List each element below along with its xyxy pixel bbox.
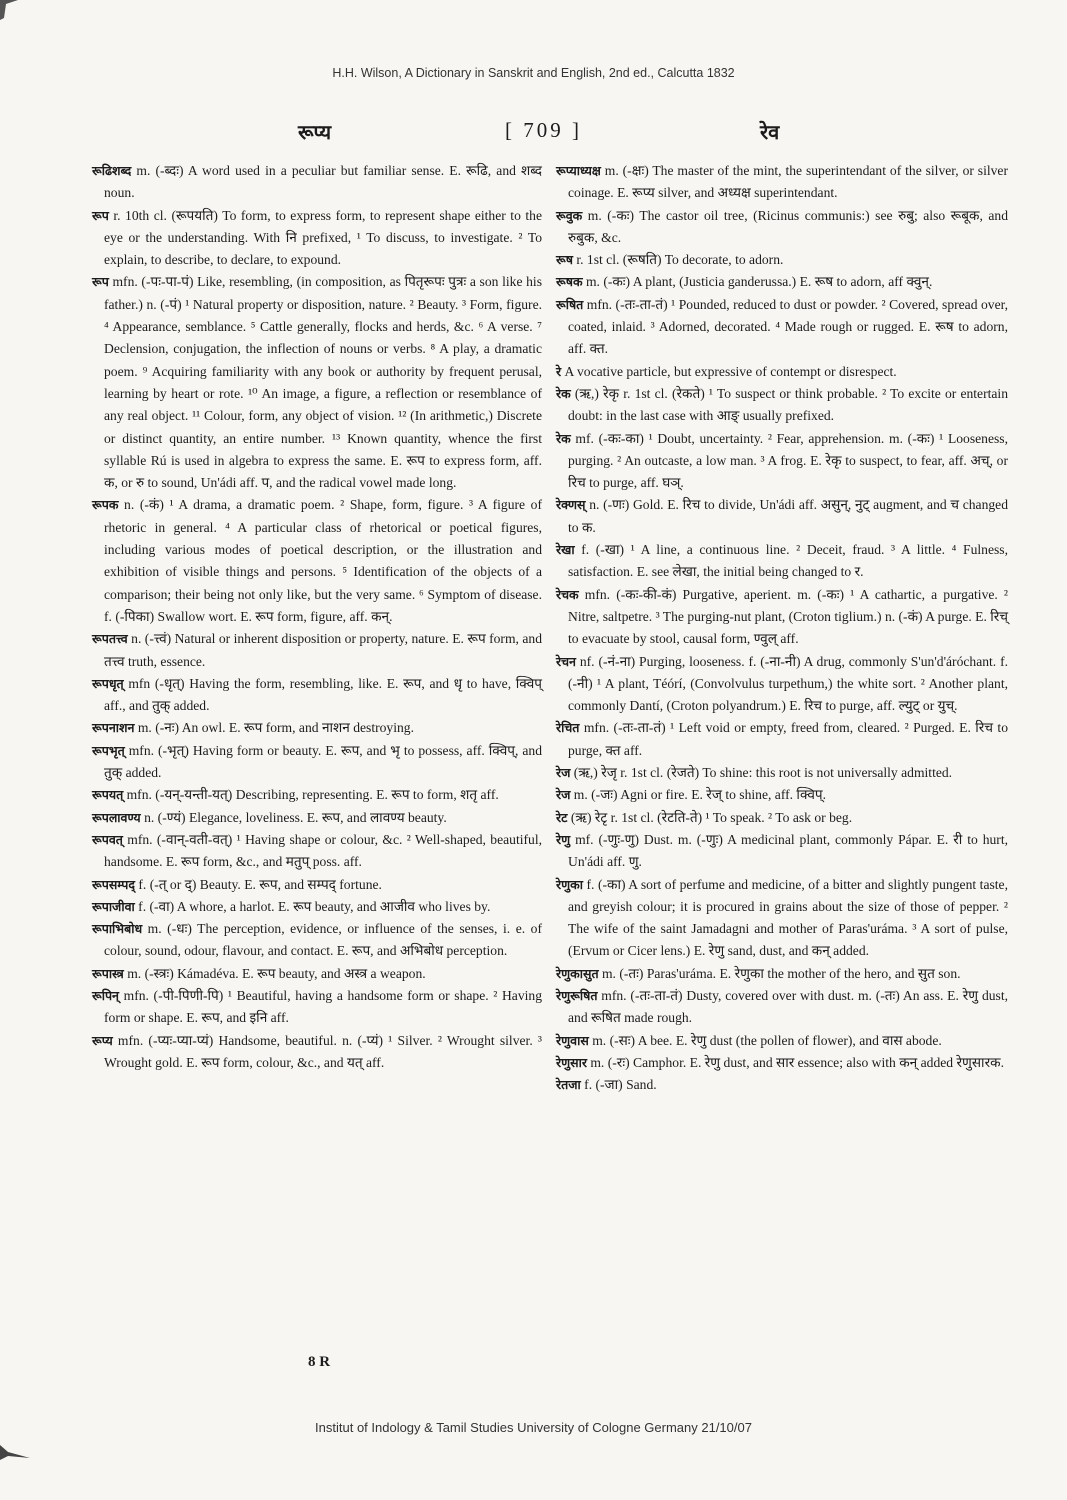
corner-mark bbox=[0, 0, 22, 22]
entry-headword: रूपक bbox=[92, 497, 119, 513]
entry-headword: रेक्णस् bbox=[556, 497, 586, 513]
page-number: [ 709 ] bbox=[505, 118, 582, 142]
dictionary-entry bbox=[556, 1030, 1008, 1052]
entry-headword: रूप्याध्यक्ष bbox=[556, 163, 601, 178]
dictionary-entry bbox=[92, 205, 542, 272]
entry-headword: रेट bbox=[556, 809, 568, 825]
entry-definition: f. (-त् or द्) Beauty. E. रूप, and सम्पद् fortune. bbox=[135, 876, 382, 892]
dictionary-entry bbox=[556, 383, 1008, 428]
entry-headword: रेणुकासुत bbox=[556, 965, 599, 981]
entry-headword: रेचित bbox=[556, 720, 580, 736]
dictionary-entry bbox=[92, 896, 542, 918]
entry-definition: (ऋ) रेटृ r. 1st cl. (रेटति-ते) ¹ To speak. ² To ask or beg. bbox=[567, 809, 853, 825]
dictionary-entry bbox=[92, 874, 542, 896]
entry-headword: रूपवत् bbox=[92, 831, 123, 847]
entry-definition: mfn. (-तः-ता-तं) Dusty, covered over with dust. m. (-तः) An ass. E. रेणु dust, and रूषित made rough. bbox=[568, 987, 1008, 1026]
dictionary-entry bbox=[556, 784, 1008, 806]
entry-definition: mf. (-णुः-णु) Dust. m. (-णुः) A medicinal plant, commonly Pápar. E. री to hurt, Un'ádi aff. णु. bbox=[568, 831, 1008, 870]
dictionary-entry bbox=[92, 494, 542, 628]
dictionary-entry bbox=[556, 1052, 1008, 1074]
entry-headword: रूपधृत् bbox=[92, 675, 124, 691]
dictionary-entry bbox=[92, 1030, 542, 1075]
dictionary-entry bbox=[92, 829, 542, 874]
dictionary-entry bbox=[556, 249, 1008, 271]
entry-definition: m. (-सः) A bee. E. रेणु dust (the pollen of flower), and वास abode. bbox=[588, 1032, 942, 1048]
entry-headword: रूषक bbox=[556, 274, 583, 290]
dictionary-entry bbox=[556, 762, 1008, 784]
entry-definition: m. (-जः) Agni or fire. E. रेज् to shine, aff. क्विप्. bbox=[570, 787, 827, 803]
right-column bbox=[556, 160, 1008, 1096]
entry-headword: रूप bbox=[92, 274, 109, 290]
entry-definition: n. (-णः) Gold. E. रिच to divide, Un'ádi aff. असुन्, नुट् augment, and च changed to क. bbox=[568, 497, 1008, 535]
entry-headword: रूपिन् bbox=[92, 987, 119, 1003]
entry-definition: f. (-खा) ¹ A line, a continuous line. ² Deceit, fraud. ³ A little. ⁴ Fulness, satisfaction. E. see लेखा, the initial being changed to र. bbox=[568, 542, 1008, 580]
entry-headword: रेचक bbox=[556, 586, 579, 602]
dictionary-entry bbox=[92, 784, 542, 806]
dictionary-entry bbox=[92, 918, 542, 963]
entry-headword: रूपतत्त्व bbox=[92, 631, 128, 647]
entry-definition: (ऋ,) रेकृ r. 1st cl. (रेकते) ¹ To suspect or think probable. ² To excite or entertain doubt: in the last case with आङ् usually prefixed. bbox=[568, 385, 1008, 424]
entry-headword: रूषित bbox=[556, 296, 584, 312]
entry-headword: रूप्य bbox=[92, 1032, 113, 1048]
dictionary-entry bbox=[556, 361, 1008, 383]
entry-definition: mf. (-कः-का) ¹ Doubt, uncertainty. ² Fear, apprehension. m. (-कः) ¹ Looseness, purging. ² An outcaste, a low man. ³ A frog. E. रेकृ to suspect, to fear, aff. अच्, or रिच to purge, aff. घञ्. bbox=[568, 430, 1008, 491]
entry-definition: r. 1st cl. (रूषति) To decorate, to adorn. bbox=[572, 252, 784, 268]
entry-headword: रूष bbox=[556, 252, 573, 268]
entry-headword: रेतजा bbox=[556, 1077, 581, 1093]
entry-headword: रूपास्त्र bbox=[92, 965, 124, 981]
dictionary-entry bbox=[556, 717, 1008, 762]
entry-definition: m. (-तः) Paras'uráma. E. रेणुका the mother of the hero, and सुत son. bbox=[598, 965, 961, 981]
running-head-left: रूप्य bbox=[298, 122, 332, 144]
dictionary-entry bbox=[556, 205, 1008, 250]
dictionary-entry bbox=[556, 829, 1008, 874]
entry-headword: रूपाभिबोध bbox=[92, 921, 143, 937]
entry-definition: r. 10th cl. (रूपयति) To form, to express form, to represent shape either to the eye or the understanding. With नि prefixed, ¹ To discuss, to investigate. ² To explain, to describe, to declare, to expound. bbox=[104, 207, 542, 268]
entry-definition: m. (-धः) The perception, evidence, or influence of the senses, i. e. of colour, sound, odour, flavour, and contact. E. रूप, and अभिबोध perception. bbox=[104, 921, 542, 959]
entry-definition: f. (-का) A sort of perfume and medicine, of a bitter and slightly pungent taste, and greyish colour; it is procured in grains about the size of those of pepper. ² The wife of the saint Jamadagni and mother of Paras'uráma. ³ A sort of pulse, (Ervum or Cicer lens.) E. रेणु sand, dust, and कन् added. bbox=[568, 876, 1008, 959]
entry-definition: mfn. (-भृत्) Having form or beauty. E. रूप, and भृ to possess, aff. क्विप्, and तुक् added. bbox=[104, 742, 542, 781]
dictionary-entry bbox=[556, 807, 1008, 829]
document-footer: Institut of Indology & Tamil Studies University of Cologne Germany 21/10/07 bbox=[315, 1420, 752, 1435]
entry-headword: रूवुक bbox=[556, 207, 583, 223]
entry-definition: mfn. (-यन्-यन्ती-यत्) Describing, representing. E. रूप to form, शतृ aff. bbox=[123, 787, 499, 803]
entry-definition: n. (-त्त्वं) Natural or inherent disposition or property, nature. E. रूप form, and तत्त्व truth, essence. bbox=[104, 631, 542, 669]
entry-headword: रूपभृत् bbox=[92, 742, 125, 758]
entry-definition: f. (-वा) A whore, a harlot. E. रूप beauty, and आजीव who lives by. bbox=[134, 898, 491, 914]
entry-headword: रेज bbox=[556, 765, 571, 781]
entry-headword: रूपाजीवा bbox=[92, 898, 135, 914]
entry-definition: mfn. (-पी-पिणी-पि) ¹ Beautiful, having a handsome form or shape. ² Having form or shape. E. रूप, and इनि aff. bbox=[104, 987, 542, 1026]
dictionary-entry bbox=[92, 271, 542, 494]
dictionary-entry bbox=[556, 985, 1008, 1030]
dictionary-entry bbox=[556, 494, 1008, 539]
entry-headword: रेणुरूषित bbox=[556, 987, 598, 1003]
entry-definition: mfn. (-प्यः-प्या-प्यं) Handsome, beautiful. n. (-प्यं) ¹ Silver. ² Wrought silver. ³ Wrought gold. E. रूप form, colour, &c., and यत् aff. bbox=[104, 1032, 542, 1070]
dictionary-entry bbox=[92, 717, 542, 739]
entry-definition: n. (-ण्यं) Elegance, loveliness. E. रूप, and लावण्य beauty. bbox=[140, 809, 447, 825]
dictionary-entry bbox=[556, 1074, 1008, 1096]
entry-headword: रेक bbox=[556, 430, 571, 446]
entry-definition: m. (-कः) The castor oil tree, (Ricinus communis:) see रुबु; also रूबूक, and रुबुक, &c. bbox=[568, 207, 1008, 245]
corner-mark-bottom bbox=[0, 1440, 40, 1480]
dictionary-entry bbox=[92, 963, 542, 985]
entry-headword: रूढिशब्द bbox=[92, 163, 132, 178]
dictionary-entry bbox=[556, 428, 1008, 495]
entry-definition: m. (-रः) Camphor. E. रेणु dust, and सार essence; also with कन् added रेणुसारक. bbox=[586, 1054, 1004, 1070]
entry-headword: रूपलावण्य bbox=[92, 809, 141, 825]
entry-definition: nf. (-नं-ना) Purging, looseness. f. (-ना-नी) A drug, commonly S'un'd'áróchant. f. (-नी) ¹ A plant, Téórí, (Convolvulus turpethum,) the white sort. ² Another plant, commonly Dantí, (Croton polyandrum.) E. रिच to purge, aff. ल्युट् or युच्. bbox=[568, 653, 1008, 714]
entry-headword: रेणुसार bbox=[556, 1054, 587, 1070]
entry-definition: mfn (-धृत्) Having the form, resembling, like. E. रूप, and धृ to have, क्विप् aff., and तुक् added. bbox=[104, 675, 542, 714]
entry-definition: mfn. (-तः-ता-तं) ¹ Pounded, reduced to dust or powder. ² Covered, spread over, coated, inlaid. ³ Adorned, decorated. ⁴ Made rough or rugged. E. रूष to adorn, aff. क्त. bbox=[568, 296, 1008, 357]
dictionary-entry bbox=[92, 628, 542, 673]
entry-headword: रे bbox=[556, 363, 562, 379]
entry-definition: m. (-क्षः) The master of the mint, the superintendant of the silver, or silver coinage. E. रूप्य silver, and अध्यक्ष superintendant. bbox=[568, 163, 1008, 201]
dictionary-entry bbox=[92, 740, 542, 785]
dictionary-entry bbox=[556, 651, 1008, 718]
entry-definition: m. (-ब्दः) A word used in a peculiar but familiar sense. E. रूढि, and शब्द noun. bbox=[104, 163, 542, 201]
dictionary-entry bbox=[556, 584, 1008, 651]
dictionary-entry bbox=[92, 807, 542, 829]
entry-definition: mfn. (-वान्-वती-वत्) ¹ Having shape or colour, &c. ² Well-shaped, beautiful, handsome. E. रूप form, &c., and मतुप् poss. aff. bbox=[104, 831, 542, 870]
signature-mark: 8 R bbox=[308, 1354, 331, 1370]
entry-headword: रेणुवास bbox=[556, 1032, 589, 1048]
entry-headword: रेचन bbox=[556, 653, 576, 669]
dictionary-entry bbox=[92, 985, 542, 1030]
dictionary-entry bbox=[556, 271, 1008, 293]
entry-definition: A vocative particle, but expressive of contempt or disrespect. bbox=[561, 363, 897, 379]
entry-definition: mfn. (-तः-ता-तं) ¹ Left void or empty, freed from, cleared. ² Purged. E. रिच to purge, क्त aff. bbox=[568, 720, 1008, 758]
entry-definition: m. (-कः) A plant, (Justicia ganderussa.) E. रूष to adorn, aff क्वुन्. bbox=[582, 274, 933, 290]
entry-definition: mfn. (-पः-पा-पं) Like, resembling, (in composition, as पितृरूपः पुत्रः a son like his father.) n. (-पं) ¹ Natural property or disposition, nature. ² Beauty. ³ Form, figure. ⁴ Appearance, semblance. ⁵ Cattle generally, flocks and herds, &c. ⁶ A verse. ⁷ Declension, conjugation, the inflection of nouns or verbs. ⁸ A play, a dramatic poem. ⁹ Acquiring familiarity with any book or authority by frequent perusal, learning by heart or rote. ¹⁰ An image, a figure, a reflection or resemblance of any real object. ¹¹ Colour, form, any object of vision. ¹² (In arithmetic,) Discrete or distinct quantity, an entire number. ¹³ Known quantity, whence the first syllable Rú is used in algebra to express the same. E. रूप to express form, aff. क, or रु to sound, Un'ádi aff. प, and the radical vowel made long. bbox=[104, 274, 542, 491]
running-head-right: रेव bbox=[760, 122, 780, 144]
document-header: H.H. Wilson, A Dictionary in Sanskrit and English, 2nd ed., Calcutta 1832 bbox=[332, 66, 735, 80]
dictionary-entry bbox=[556, 294, 1008, 361]
entry-definition: (ऋ,) रेजृ r. 1st cl. (रेजते) To shine: this root is not universally admitted. bbox=[570, 765, 953, 781]
dictionary-entry bbox=[92, 673, 542, 718]
entry-definition: f. (-जा) Sand. bbox=[580, 1077, 657, 1093]
entry-definition: m. (-स्त्रः) Kámadéva. E. रूप beauty, and अस्त्र a weapon. bbox=[123, 965, 426, 981]
entry-headword: रेणुका bbox=[556, 876, 583, 892]
entry-definition: mfn. (-कः-की-कं) Purgative, aperient. m. (-कः) ¹ A cathartic, a purgative. ² Nitre, saltpetre. ³ The purging-nut plant, (Croton tiglium.) n. (-कं) A purge. E. रिच् to evacuate by stool, causal form, ण्वुल् aff. bbox=[568, 586, 1008, 647]
entry-definition: m. (-नः) An owl. E. रूप form, and नाशन destroying. bbox=[134, 720, 414, 736]
entry-headword: रेक bbox=[556, 385, 571, 401]
left-column bbox=[92, 160, 542, 1074]
entry-headword: रेणु bbox=[556, 831, 571, 847]
dictionary-entry bbox=[92, 160, 542, 205]
dictionary-entry bbox=[556, 963, 1008, 985]
entry-headword: रूपनाशन bbox=[92, 720, 135, 736]
entry-headword: रूपसम्पद् bbox=[92, 876, 135, 892]
dictionary-entry bbox=[556, 539, 1008, 584]
entry-headword: रूप bbox=[92, 207, 109, 223]
entry-headword: रूपयत् bbox=[92, 787, 124, 803]
dictionary-entry bbox=[556, 874, 1008, 963]
dictionary-entry bbox=[556, 160, 1008, 205]
entry-definition: n. (-कं) ¹ A drama, a dramatic poem. ² Shape, form, figure. ³ A figure of rhetoric in general. ⁴ A particular class of rhetorical or poetical figures, including various modes of poetical description, or the illustration and exhibition of visible things and persons. ⁵ Identification of the objects of a comparison; their being not only like, but the very same. ⁶ Symptom of disease. f. (-पिका) Swallow wort. E. रूप form, figure, aff. कन्. bbox=[104, 497, 542, 624]
entry-headword: रेज bbox=[556, 787, 571, 803]
entry-headword: रेखा bbox=[556, 542, 575, 558]
